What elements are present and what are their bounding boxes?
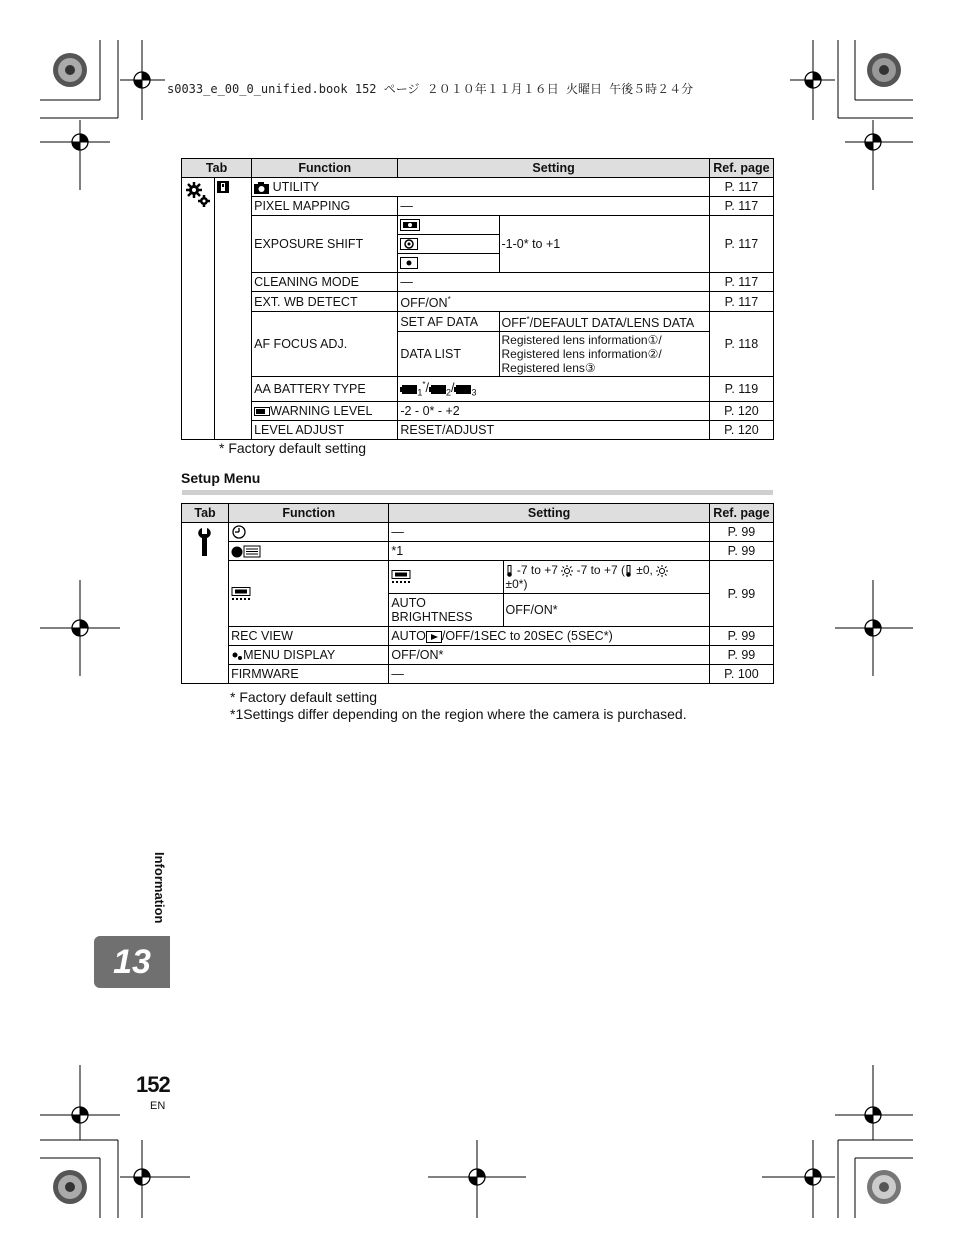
ref-clock: P. 99 (709, 523, 773, 542)
function-warning-level: WARNING LEVEL (270, 403, 373, 418)
thermometer-icon (506, 565, 514, 577)
print-header: s0033_e_00_0_unified.book 152 ページ ２０１０年１１月１６日 火曜日 午後５時２４分 (167, 82, 694, 96)
sub-set-af-data: SET AF DATA (398, 312, 499, 332)
ref-rec-view: P. 99 (709, 627, 773, 646)
temp-default: ±0, (636, 563, 653, 577)
setup-menu-table (181, 503, 774, 684)
page-number: 152 (136, 1072, 170, 1097)
ref-ext-wb: P. 117 (709, 292, 773, 312)
setting-ext-wb: OFF/ON (400, 296, 448, 311)
temp-range: -7 to +7 (516, 563, 558, 577)
setting-pixel-mapping: — (398, 197, 710, 216)
section-side-label: Information (152, 852, 167, 924)
col-header-function: Function (229, 504, 389, 523)
brightness-icon (656, 565, 668, 577)
function-firmware: FIRMWARE (229, 665, 389, 684)
function-cleaning-mode: CLEANING MODE (252, 273, 398, 292)
col-header-ref: Ref. page (709, 159, 773, 178)
setting-auto-brightness: OFF/ON* (503, 594, 709, 627)
setting-set-af-data-off: OFF (501, 316, 527, 331)
battery-icon (400, 385, 417, 394)
ref-af-focus-adj: P. 118 (709, 312, 773, 377)
language-icon (229, 542, 389, 561)
function-menu-display: MENU DISPLAY (243, 648, 336, 662)
ref-menu-display: P. 99 (709, 646, 773, 665)
metering-spot-icon (398, 254, 499, 273)
setting-language: *1 (389, 542, 710, 561)
col-header-ref: Ref. page (709, 504, 773, 523)
clock-icon (229, 523, 389, 542)
data-list-line-3: Registered lens③ (501, 361, 596, 376)
utility-sub-tab-icon (215, 178, 252, 440)
col-header-tab: Tab (182, 159, 252, 178)
col-header-function: Function (252, 159, 398, 178)
function-level-adjust: LEVEL ADJUST (252, 420, 398, 439)
setting-warning-level: -2 - 0* - +2 (398, 401, 710, 420)
setting-set-af-data-rest: /DEFAULT DATA/LENS DATA (529, 316, 695, 331)
ref-firmware: P. 100 (709, 665, 773, 684)
default-star: * (447, 295, 451, 304)
data-list-line-2: Registered lens information②/ (501, 347, 662, 362)
col-header-tab: Tab (182, 504, 229, 523)
setting-clock: — (389, 523, 710, 542)
data-list-line-1: Registered lens information①/ (501, 333, 662, 348)
factory-default-note: * Factory default setting (219, 440, 367, 456)
setting-firmware: — (389, 665, 710, 684)
ref-level-adjust: P. 120 (709, 420, 773, 439)
custom-menu-tab-icon (182, 178, 215, 440)
function-aa-battery: AA BATTERY TYPE (252, 377, 398, 402)
metering-center-weighted-icon (398, 235, 499, 254)
chapter-tab: 13 (94, 936, 170, 988)
setup-menu-title: Setup Menu (181, 470, 261, 486)
ref-exposure-shift: P. 117 (709, 216, 773, 273)
camera-icon (254, 182, 269, 194)
ref-pixel-mapping: P. 117 (709, 197, 773, 216)
function-exposure-shift: EXPOSURE SHIFT (252, 216, 398, 273)
setting-rec-view-auto: AUTO (391, 629, 426, 643)
col-header-setting: Setting (389, 504, 710, 523)
brightness-icon (561, 565, 573, 577)
factory-default-note: * Factory default setting (230, 689, 378, 705)
ref-aa-battery: P. 119 (709, 377, 773, 402)
function-pixel-mapping: PIXEL MAPPING (252, 197, 398, 216)
utility-label: UTILITY (272, 180, 320, 194)
brightness-range: -7 to +7 ( (576, 563, 625, 577)
function-rec-view: REC VIEW (229, 627, 389, 646)
brightness-default: ±0*) (505, 577, 528, 591)
setting-exposure-shift: -1-0* to +1 (499, 216, 709, 273)
ref-language: P. 99 (709, 542, 773, 561)
metering-esp-icon (398, 216, 499, 235)
setting-cleaning-mode: — (398, 273, 710, 292)
playback-icon (426, 631, 442, 643)
setting-level-adjust: RESET/ADJUST (398, 420, 710, 439)
battery-icon (429, 385, 446, 394)
setting-aa-battery: $_1$*/ $_2$/ $_3$ (398, 377, 710, 402)
setting-menu-display: OFF/ON* (389, 646, 710, 665)
ref-utility: P. 117 (709, 178, 773, 197)
ref-cleaning-mode: P. 117 (709, 273, 773, 292)
monitor-adjust-sub-icon (389, 561, 503, 594)
setting-rec-view-rest: /OFF/1SEC to 20SEC (5SEC*) (441, 629, 613, 643)
function-ext-wb: EXT. WB DETECT (252, 292, 398, 312)
wrench-tab-icon (182, 523, 229, 684)
region-note: *1Settings differ depending on the region where the camera is purchased. (230, 706, 687, 722)
function-af-focus-adj: AF FOCUS ADJ. (252, 312, 398, 377)
battery-warning-icon (254, 407, 270, 416)
monitor-adjust-icon (229, 561, 389, 627)
sub-auto-brightness: AUTO BRIGHTNESS (389, 594, 503, 627)
section-rule (182, 490, 773, 495)
sub-data-list: DATA LIST (398, 332, 499, 377)
col-header-setting: Setting (398, 159, 710, 178)
custom-gear-small-icon (231, 651, 243, 661)
ref-warning-level: P. 120 (709, 401, 773, 420)
default-star: * (526, 315, 530, 325)
language-code: EN (150, 1100, 166, 1112)
battery-icon (454, 385, 471, 394)
custom-menu-table (181, 158, 774, 440)
thermometer-icon (625, 565, 633, 577)
ref-monitor: P. 99 (709, 561, 773, 627)
